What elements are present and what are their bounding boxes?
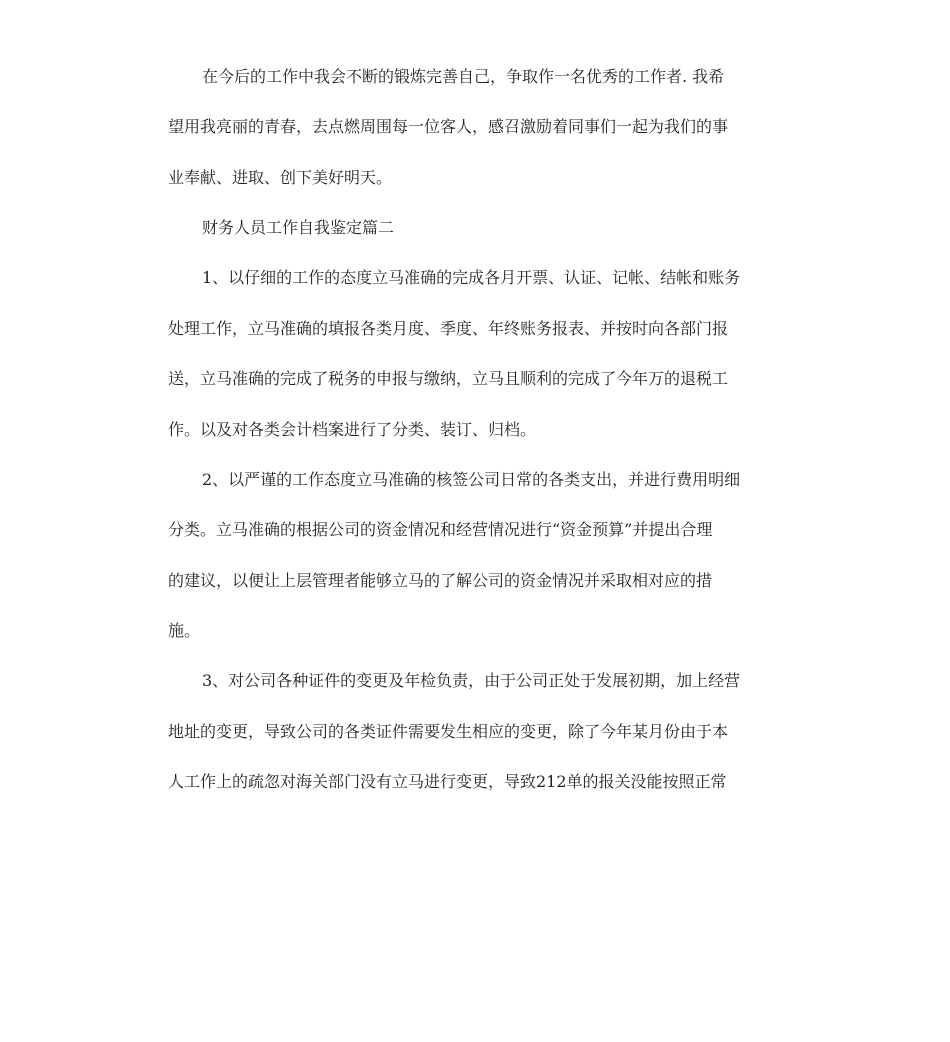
- text-line: 人工作上的疏忽对海关部门没有立马进行变更，导致212单的报关没能按照正常: [168, 772, 727, 791]
- text-line: 施。: [168, 621, 201, 640]
- text-line: 地址的变更，导致公司的各类证件需要发生相应的变更，除了今年某月份由于本: [168, 722, 729, 741]
- text-line: 的建议，以便让上层管理者能够立马的了解公司的资金情况并采取相对应的措: [168, 571, 713, 590]
- section-heading: 财务人员工作自我鉴定篇二: [202, 218, 395, 237]
- text-line: 在今后的工作中我会不断的锻炼完善自己，争取作一名优秀的工作者. 我希: [202, 67, 725, 86]
- text-line: 处理工作，立马准确的填报各类月度、季度、年终账务报表、并按时向各部门报: [168, 319, 729, 338]
- text-line: 3、对公司各种证件的变更及年检负责，由于公司正处于发展初期，加上经营: [202, 671, 741, 690]
- text-line: 作。以及对各类会计档案进行了分类、装订、归档。: [168, 420, 537, 439]
- text-line: 送，立马准确的完成了税务的申报与缴纳，立马且顺利的完成了今年万的退税工: [168, 369, 729, 388]
- text-line: 1、以仔细的工作的态度立马准确的完成各月开票、认证、记帐、结帐和账务: [202, 268, 741, 287]
- text-line: 分类。立马准确的根据公司的资金情况和经营情况进行“资金预算”并提出合理: [168, 520, 713, 539]
- text-line: 望用我亮丽的青春，去点燃周围每一位客人，感召激励着同事们一起为我们的事: [168, 117, 729, 136]
- text-line: 2、以严谨的工作态度立马准确的核签公司日常的各类支出，并进行费用明细: [202, 470, 741, 489]
- text-line: 业奉献、进取、创下美好明天。: [168, 168, 393, 187]
